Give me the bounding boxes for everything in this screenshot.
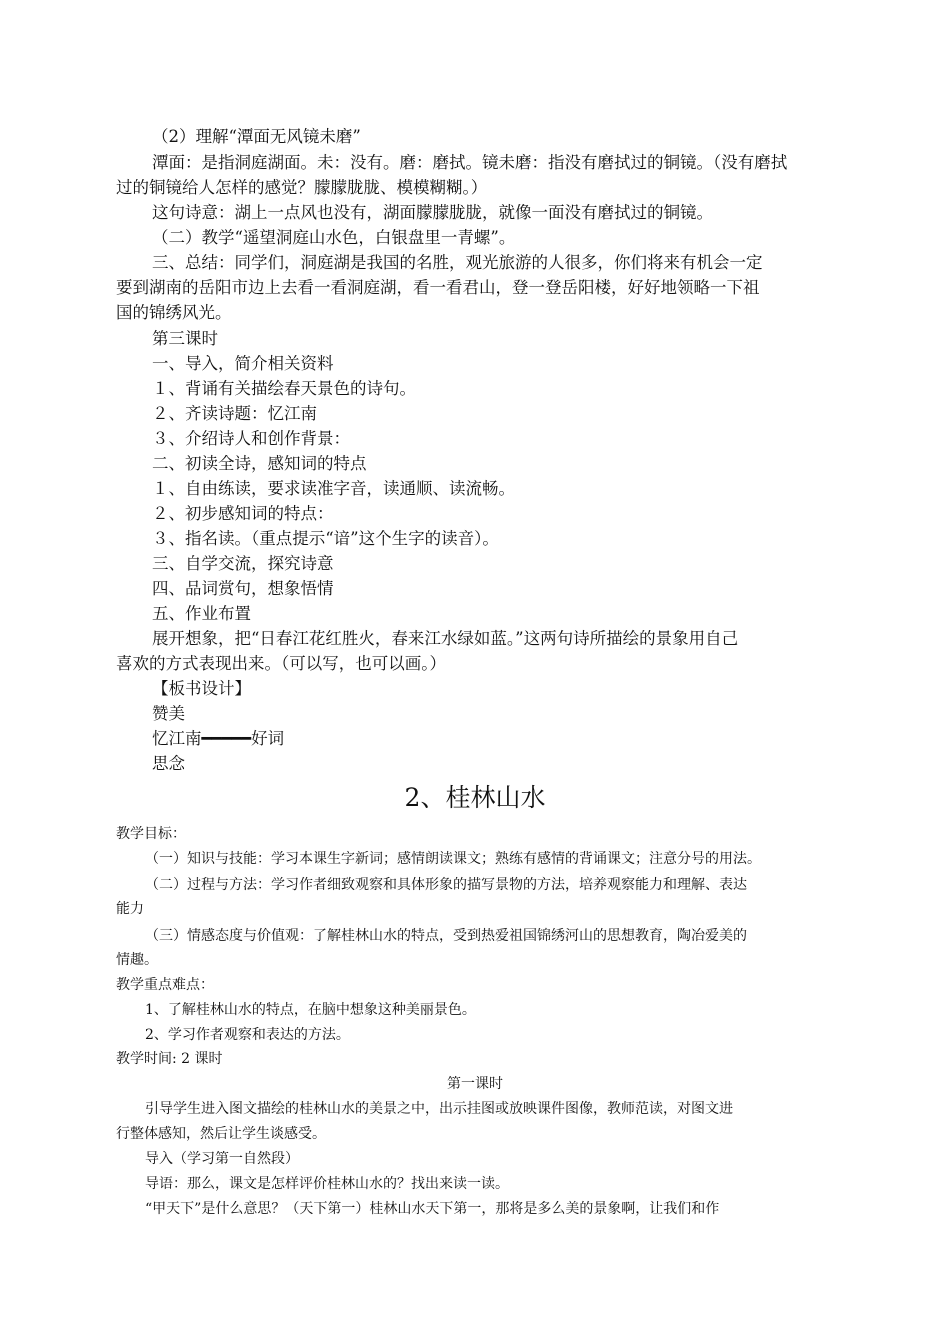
list-item: ３、介绍诗人和创作背景： xyxy=(152,429,350,448)
paragraph-line: 行整体感知，然后让学生谈感受。 xyxy=(116,1126,326,1142)
list-item: ２、齐读诗题：忆江南 xyxy=(152,404,317,423)
paragraph-line: 展开想象，把“日春江花红胜火，春来江水绿如蓝。”这两句诗所描绘的景象用自己 xyxy=(152,629,739,648)
paragraph-line: 过的铜镜给人怎样的感觉？朦朦胧胧、模模糊糊。） xyxy=(116,178,488,197)
paragraph-line: （2）理解“潭面无风镜未磨” xyxy=(152,127,361,146)
list-item: 2、学习作者观察和表达的方法。 xyxy=(145,1027,350,1043)
paragraph-line: 能力 xyxy=(116,901,144,917)
paragraph-line: （三）情感态度与价值观：了解桂林山水的特点，受到热爱祖国锦绣河山的思想教育，陶冶爱美的 xyxy=(145,928,747,944)
paragraph-line: 教学时间: 2 课时 xyxy=(116,1051,223,1067)
section-heading: 第一课时 xyxy=(447,1076,503,1092)
board-item: 思念 xyxy=(152,754,185,773)
paragraph-line: （二）教学“遥望洞庭山水色，白银盘里一青螺”。 xyxy=(152,228,516,247)
paragraph-line: 这句诗意：湖上一点风也没有，湖面朦朦胧胧，就像一面没有磨拭过的铜镜。 xyxy=(152,203,713,222)
paragraph-line: 国的锦绣风光。 xyxy=(116,303,232,322)
board-design-heading: 【板书设计】 xyxy=(152,679,251,698)
list-item: ３、指名读。（重点提示“谙”这个生字的读音）。 xyxy=(152,529,499,548)
paragraph-line: 二、初读全诗，感知词的特点 xyxy=(152,454,367,473)
paragraph-line: （二）过程与方法：学习作者细致观察和具体形象的描写景物的方法，培养观察能力和理解、表达 xyxy=(145,877,747,893)
list-item: ２、初步感知词的特点： xyxy=(152,504,334,523)
list-item: １、自由练读，要求读准字音，读通顺、读流畅。 xyxy=(152,479,515,498)
paragraph-line: “甲天下”是什么意思？（天下第一）桂林山水天下第一，那将是多么美的景象啊，让我们和作 xyxy=(145,1201,720,1217)
paragraph-line: 三、自学交流，探究诗意 xyxy=(152,554,334,573)
paragraph-line: 五、作业布置 xyxy=(152,604,251,623)
paragraph-line: 导语：那么，课文是怎样评价桂林山水的？找出来读一读。 xyxy=(145,1176,509,1192)
paragraph-line: 导入（学习第一自然段） xyxy=(145,1151,299,1167)
paragraph-line: 一、导入，简介相关资料 xyxy=(152,354,334,373)
paragraph-line: 潭面：是指洞庭湖面。未：没有。磨：磨拭。镜未磨：指没有磨拭过的铜镜。（没有磨拭 xyxy=(152,153,788,172)
paragraph-line: 要到湖南的岳阳市边上去看一看洞庭湖，看一看君山，登一登岳阳楼，好好地领略一下祖 xyxy=(116,278,760,297)
paragraph-line: 引导学生进入图文描绘的桂林山水的美景之中，出示挂图或放映课件图像，教师范读，对图文进 xyxy=(145,1101,733,1117)
lesson-title: 2、桂林山水 xyxy=(404,783,546,812)
paragraph-line: 四、品词赏句，想象悟情 xyxy=(152,579,334,598)
paragraph-line: 教学重点难点： xyxy=(116,977,214,993)
paragraph-line: 喜欢的方式表现出来。（可以写，也可以画。） xyxy=(116,654,446,673)
board-item: 忆江南━━━━━好词 xyxy=(152,729,285,748)
paragraph-line: （一）知识与技能：学习本课生字新词；感情朗读课文；熟练有感情的背诵课文；注意分号的用法。 xyxy=(145,851,761,867)
section-heading: 第三课时 xyxy=(152,329,218,348)
board-item: 赞美 xyxy=(152,704,185,723)
list-item: 1、了解桂林山水的特点，在脑中想象这种美丽景色。 xyxy=(145,1002,476,1018)
paragraph-line: 三、总结：同学们，洞庭湖是我国的名胜，观光旅游的人很多，你们将来有机会一定 xyxy=(152,253,763,272)
paragraph-line: 教学目标： xyxy=(116,826,186,842)
paragraph-line: 情趣。 xyxy=(116,952,158,968)
list-item: １、背诵有关描绘春天景色的诗句。 xyxy=(152,379,416,398)
